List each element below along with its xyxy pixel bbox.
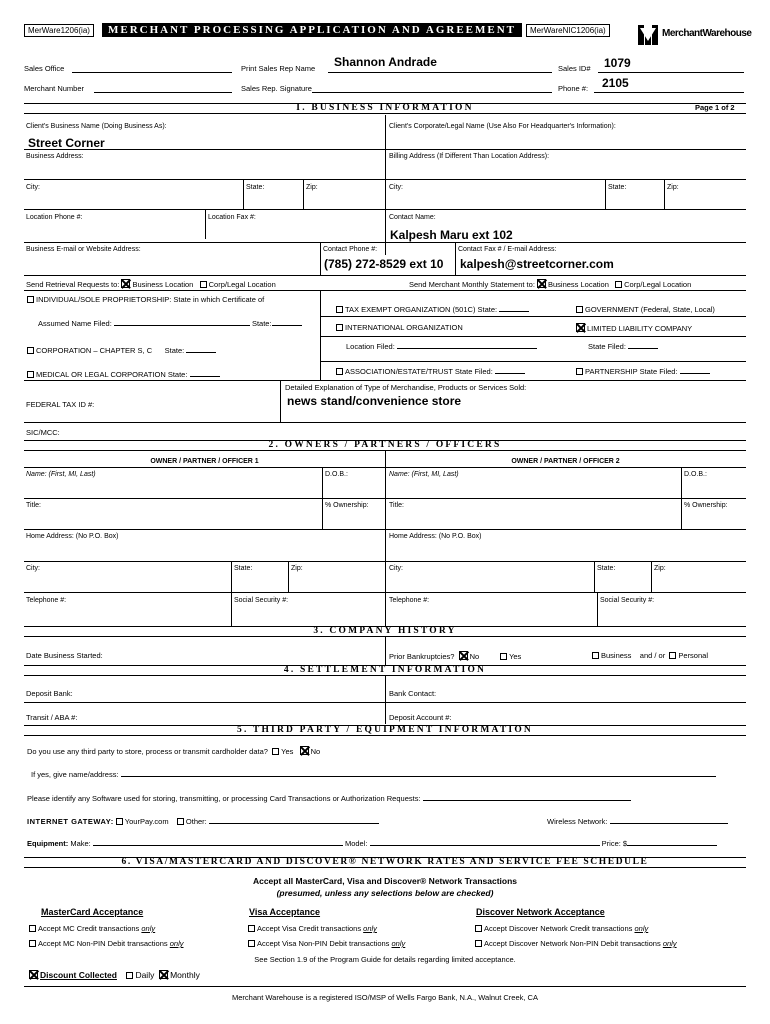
- owner1-dob-label: D.O.B.:: [325, 471, 348, 478]
- tax-exempt-checkbox[interactable]: [336, 306, 343, 313]
- bankruptcy-type-row: Business and / or Personal: [592, 651, 708, 660]
- sales-office-label: Sales Office: [24, 64, 65, 73]
- third-party-yes-checkbox[interactable]: [272, 748, 279, 755]
- rep-signature-line[interactable]: [312, 92, 552, 93]
- sales-id-label: Sales ID#: [558, 64, 591, 73]
- owner2-city-label: City:: [389, 565, 403, 572]
- owner1-zip-label: Zip:: [291, 565, 303, 572]
- owner2-title-label: Title:: [389, 502, 404, 509]
- sales-id-value[interactable]: 1079: [604, 56, 631, 70]
- owner2-state-label: State:: [597, 565, 616, 572]
- discover-acceptance-heading: Discover Network Acceptance: [476, 907, 605, 917]
- location-fax-label: Location Fax #:: [208, 214, 256, 221]
- gateway-row: INTERNET GATEWAY: YourPay.com Other:: [27, 817, 379, 826]
- software-row: Please identify any Software used for storing, transmitting, or processing Card Transactions or Authorization Requests:: [27, 794, 631, 803]
- business-address-label: Business Address:: [26, 153, 84, 160]
- visa-credit-option: Accept Visa Credit transactions only: [248, 924, 377, 933]
- partnership-checkbox[interactable]: [576, 368, 583, 375]
- state-label-1: State:: [246, 184, 265, 191]
- phone-value[interactable]: 2105: [602, 76, 629, 90]
- contact-phone-label: Contact Phone #:: [323, 246, 378, 253]
- owner2-ownership-label: % Ownership:: [684, 502, 728, 509]
- print-rep-value[interactable]: Shannon Andrade: [334, 55, 437, 69]
- owner1-name-label: Name: (First, MI, Last): [26, 471, 96, 478]
- zip-label-2: Zip:: [667, 184, 679, 191]
- zip-label-1: Zip:: [306, 184, 318, 191]
- llc-checkbox[interactable]: [576, 323, 585, 332]
- bankruptcies-row: Prior Bankruptcies? No Yes: [389, 652, 522, 661]
- dba-label: Client's Business Name (Doing Business As):: [26, 123, 167, 130]
- international-checkbox[interactable]: [336, 324, 343, 331]
- form-code-left: MerWare1206(ia): [24, 24, 94, 37]
- owner1-ssn-label: Social Security #:: [234, 597, 289, 604]
- medical-checkbox[interactable]: [27, 371, 34, 378]
- llc-option: LIMITED LIABILITY COMPANY: [576, 323, 692, 333]
- statement-business-checkbox[interactable]: [537, 279, 546, 288]
- bankruptcy-personal-checkbox[interactable]: [669, 652, 676, 659]
- assumed-name-row: Assumed Name Filed: State:: [38, 319, 302, 328]
- billing-address-label: Billing Address (If Different Than Location Address):: [389, 153, 550, 160]
- owner2-home-label: Home Address: (No P.O. Box): [389, 533, 482, 540]
- retrieval-row: Send Retrieval Requests to: Business Location Corp/Legal Location: [26, 280, 276, 289]
- owner2-heading: OWNER / PARTNER / OFFICER 2: [511, 458, 620, 465]
- owner1-title-label: Title:: [26, 502, 41, 509]
- owner1-state-label: State:: [234, 565, 253, 572]
- owner1-telephone-label: Telephone #:: [26, 597, 67, 604]
- retrieval-business-checkbox[interactable]: [121, 279, 130, 288]
- bankruptcy-yes-checkbox[interactable]: [500, 653, 507, 660]
- sic-label: SIC/MCC:: [26, 428, 60, 437]
- association-option: ASSOCIATION/ESTATE/TRUST State Filed:: [336, 367, 525, 376]
- location-filed-row: Location Filed:: [346, 342, 537, 351]
- statement-row: Send Merchant Monthly Statement to: Business Location Corp/Legal Location: [409, 280, 692, 289]
- wireless-row: Wireless Network:: [547, 817, 728, 826]
- mc-debit-checkbox[interactable]: [29, 940, 36, 947]
- section-third-party: 5. THIRD PARTY / EQUIPMENT INFORMATION: [24, 725, 746, 736]
- phone-label: Phone #:: [558, 84, 589, 93]
- mc-credit-option: Accept MC Credit transactions only: [29, 924, 155, 933]
- llc-state-filed-row: State Filed:: [588, 342, 658, 351]
- third-party-question: Do you use any third party to store, process or transmit cardholder data? Yes No: [27, 747, 321, 756]
- retrieval-corp-checkbox[interactable]: [200, 281, 207, 288]
- government-checkbox[interactable]: [576, 306, 583, 313]
- dba-value[interactable]: Street Corner: [28, 136, 105, 150]
- legal-name-label: Client's Corporate/Legal Name (Use Also For Headquarter's Information):: [389, 123, 616, 130]
- contact-email-value[interactable]: kalpesh@streetcorner.com: [460, 257, 614, 271]
- individual-checkbox[interactable]: [27, 296, 34, 303]
- section-settlement: 4. SETTLEMENT INFORMATION: [24, 665, 746, 676]
- contact-fax-label: Contact Fax # / E-mail Address:: [458, 246, 557, 253]
- merchandise-value[interactable]: news stand/convenience store: [287, 394, 462, 408]
- contact-phone-value[interactable]: (785) 272-8529 ext 10: [324, 257, 444, 271]
- date-started-label: Date Business Started:: [26, 651, 103, 660]
- see-section-note: See Section 1.9 of the Program Guide for details regarding limited acceptance.: [254, 955, 516, 964]
- merchant-number-label: Merchant Number: [24, 84, 85, 93]
- owner1-city-label: City:: [26, 565, 40, 572]
- discover-debit-option: Accept Discover Network Non-PIN Debit transactions only: [475, 939, 677, 948]
- section-business-information: I. BUSINESS INFORMATION: [24, 103, 746, 114]
- sales-office-line[interactable]: [72, 72, 232, 73]
- bankruptcy-business-checkbox[interactable]: [592, 652, 599, 659]
- city-label-2: City:: [389, 184, 403, 191]
- discover-credit-checkbox[interactable]: [475, 925, 482, 932]
- gateway-other-checkbox[interactable]: [177, 818, 184, 825]
- owner2-name-label: Name: (First, MI, Last): [389, 471, 459, 478]
- owner2-zip-label: Zip:: [654, 565, 666, 572]
- discount-collected-checkbox[interactable]: [29, 970, 38, 979]
- visa-debit-option: Accept Visa Non-PIN Debit transactions only: [248, 939, 405, 948]
- discover-debit-checkbox[interactable]: [475, 940, 482, 947]
- international-option: INTERNATIONAL ORGANIZATION: [336, 323, 463, 332]
- equipment-row: Equipment: Make: Model: Price: $: [27, 839, 717, 848]
- print-rep-label: Print Sales Rep Name: [241, 64, 316, 73]
- presumed-text: (presumed, unless any selections below are checked): [276, 888, 494, 898]
- section-owners: 2. OWNERS / PARTNERS / OFFICERS: [24, 440, 746, 451]
- tax-exempt-option: TAX EXEMPT ORGANIZATION (501C) State:: [336, 305, 529, 314]
- form-code-right: MerWareNIC1206(ia): [526, 24, 610, 37]
- state-label-2: State:: [608, 184, 627, 191]
- if-yes-row: If yes, give name/address:: [31, 770, 716, 779]
- statement-corp-checkbox[interactable]: [615, 281, 622, 288]
- owner1-heading: OWNER / PARTNER / OFFICER 1: [150, 458, 259, 465]
- owner2-ssn-label: Social Security #:: [600, 597, 655, 604]
- footer-text: Merchant Warehouse is a registered ISO/MSP of Wells Fargo Bank, N.A., Walnut Creek, CA: [232, 993, 538, 1002]
- logo-text: MerchantWarehouse: [662, 28, 752, 39]
- bankruptcy-no-checkbox[interactable]: [459, 651, 468, 660]
- daily-checkbox[interactable]: [126, 972, 133, 979]
- government-option: GOVERNMENT (Federal, State, Local): [576, 305, 715, 314]
- mc-acceptance-heading: MasterCard Acceptance: [41, 907, 144, 917]
- accept-all-text: Accept all MasterCard, Visa and Discover® Network Transactions: [252, 876, 518, 886]
- corp-s-option: CORPORATION – CHAPTER S, C State:: [27, 346, 216, 355]
- page-number: Page 1 of 2: [695, 103, 735, 112]
- deposit-bank-label: Deposit Bank:: [26, 689, 73, 698]
- location-phone-label: Location Phone #:: [26, 214, 83, 221]
- section-rates: 6. VISA/MASTERCARD AND DISCOVER® NETWORK RATES AND SERVICE FEE SCHEDULE: [24, 857, 746, 868]
- owner1-home-label: Home Address: (No P.O. Box): [26, 533, 119, 540]
- individual-option: INDIVIDUAL/SOLE PROPRIETORSHIP: State in which Certificate of: [27, 295, 264, 304]
- deposit-account-label: Deposit Account #:: [389, 713, 452, 722]
- mc-debit-option: Accept MC Non-PIN Debit transactions only: [29, 939, 184, 948]
- mc-credit-checkbox[interactable]: [29, 925, 36, 932]
- discount-row: Discount Collected Daily Monthly: [29, 970, 200, 980]
- visa-credit-checkbox[interactable]: [248, 925, 255, 932]
- contact-name-value[interactable]: Kalpesh Maru ext 102: [390, 228, 513, 242]
- federal-tax-label: FEDERAL TAX ID #:: [26, 400, 95, 409]
- rep-signature-label: Sales Rep. Signature: [241, 84, 312, 93]
- merchandise-label: Detailed Explanation of Type of Merchandise, Products or Services Sold:: [285, 383, 527, 392]
- visa-debit-checkbox[interactable]: [248, 940, 255, 947]
- owner2-telephone-label: Telephone #:: [389, 597, 430, 604]
- owner2-dob-label: D.O.B.:: [684, 471, 707, 478]
- discover-credit-option: Accept Discover Network Credit transactions only: [475, 924, 648, 933]
- section-company-history: 3. COMPANY HISTORY: [24, 626, 746, 637]
- transit-label: Transit / ABA #:: [26, 713, 78, 722]
- medical-option: MEDICAL OR LEGAL CORPORATION State:: [27, 370, 220, 379]
- yourpay-checkbox[interactable]: [116, 818, 123, 825]
- bank-contact-label: Bank Contact:: [389, 689, 437, 698]
- third-party-no-checkbox[interactable]: [300, 746, 309, 755]
- merchant-number-line[interactable]: [94, 92, 232, 93]
- monthly-checkbox[interactable]: [159, 970, 168, 979]
- owner1-ownership-label: % Ownership:: [325, 502, 369, 509]
- visa-acceptance-heading: Visa Acceptance: [249, 907, 321, 917]
- city-label-1: City:: [26, 184, 40, 191]
- association-checkbox[interactable]: [336, 368, 343, 375]
- email-web-label: Business E-mail or Website Address:: [26, 246, 141, 253]
- contact-name-label: Contact Name:: [389, 214, 436, 221]
- partnership-option: PARTNERSHIP State Filed:: [576, 367, 710, 376]
- corp-s-checkbox[interactable]: [27, 347, 34, 354]
- form-title: MERCHANT PROCESSING APPLICATION AND AGREEMENT: [102, 23, 522, 37]
